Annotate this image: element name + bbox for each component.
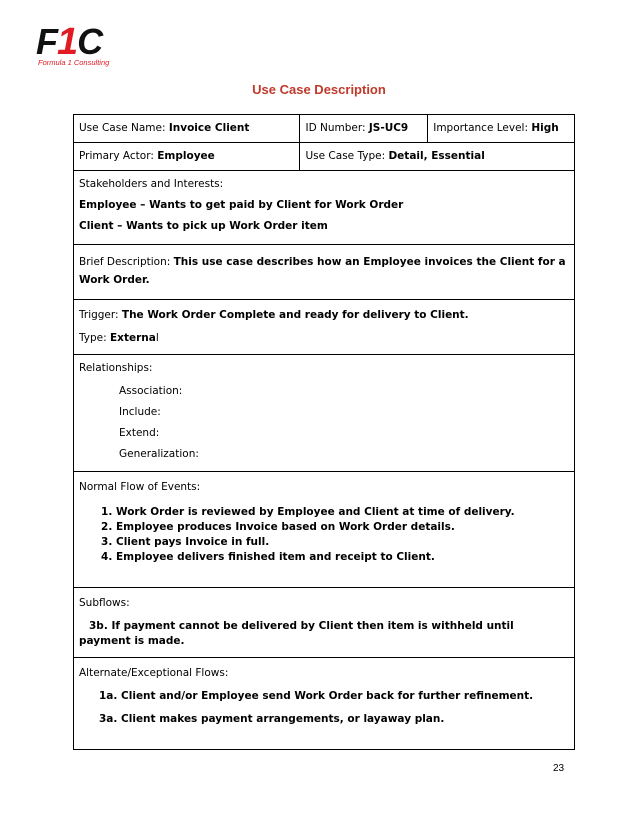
subflows-label: Subflows: [79,597,130,609]
alternate-cell [74,658,575,750]
importance-cell: Importance Level: High [428,115,575,143]
trigger-type-label: Type: [79,332,107,344]
header-row [74,115,575,143]
flow-step: 3. Client pays Invoice in full. [116,535,569,550]
subflows-cell [74,588,575,658]
primary-actor-cell: Primary Actor: Employee [74,143,300,171]
stakeholders-cell [74,171,575,245]
normal-flow-cell [74,472,575,588]
stakeholders-row [74,171,575,245]
relationship-extend: Extend: [119,427,160,439]
normal-flow-row [74,472,575,588]
stakeholder-item: Employee – Wants to get paid by Client for Work Order [79,199,404,211]
logo-mark: F1C [36,21,103,63]
relationship-include: Include: [119,406,161,418]
flow-step: 2. Employee produces Invoice based on Work Order details. [116,520,569,535]
trigger-cell [74,300,575,355]
flow-step: 1. Work Order is reviewed by Employee and Client at time of delivery. [116,505,569,520]
brief-label: Brief Description: [79,256,171,268]
normal-flow-list [79,505,569,565]
page-title: Use Case Description [252,82,386,97]
trigger-type-suffix: l [155,332,159,344]
alternate-label: Alternate/Exceptional Flows: [79,667,229,679]
alternate-item: 1a. Client and/or Employee send Work Order back for further refinement. [99,690,534,702]
brief-text: This use case describes how an Employee invoices the Client for a Work Order. [79,256,566,286]
stakeholder-item: Client – Wants to pick up Work Order item [79,220,328,232]
company-logo [36,21,136,70]
page-number: 23 [553,763,565,774]
brief-description-cell [74,245,575,300]
id-number-cell: ID Number: JS-UC9 [300,115,428,143]
relationships-cell [74,355,575,472]
trigger-row [74,300,575,355]
relationship-association: Association: [119,385,183,397]
use-case-table [73,114,575,750]
subflow-item: 3b. If payment cannot be delivered by Client then item is withheld until payment is made. [79,620,514,647]
stakeholders-label: Stakeholders and Interests: [79,178,224,190]
subflows-row [74,588,575,658]
relationships-row [74,355,575,472]
relationships-label: Relationships: [79,362,153,374]
trigger-type-value: Externa [110,332,156,344]
trigger-label: Trigger: [79,309,119,321]
flow-step: 4. Employee delivers finished item and receipt to Client. [116,550,569,565]
use-case-type-cell: Use Case Type: Detail, Essential [300,143,575,171]
normal-flow-label: Normal Flow of Events: [79,481,201,493]
use-case-name-cell: Use Case Name: Invoice Client [74,115,300,143]
alternate-item: 3a. Client makes payment arrangements, or layaway plan. [99,713,445,725]
trigger-text: The Work Order Complete and ready for delivery to Client. [121,309,469,321]
actor-row [74,143,575,171]
relationship-generalization: Generalization: [119,448,199,460]
brief-row [74,245,575,300]
alternate-row [74,658,575,750]
logo-subtitle: Formula 1 Consulting [38,58,110,67]
